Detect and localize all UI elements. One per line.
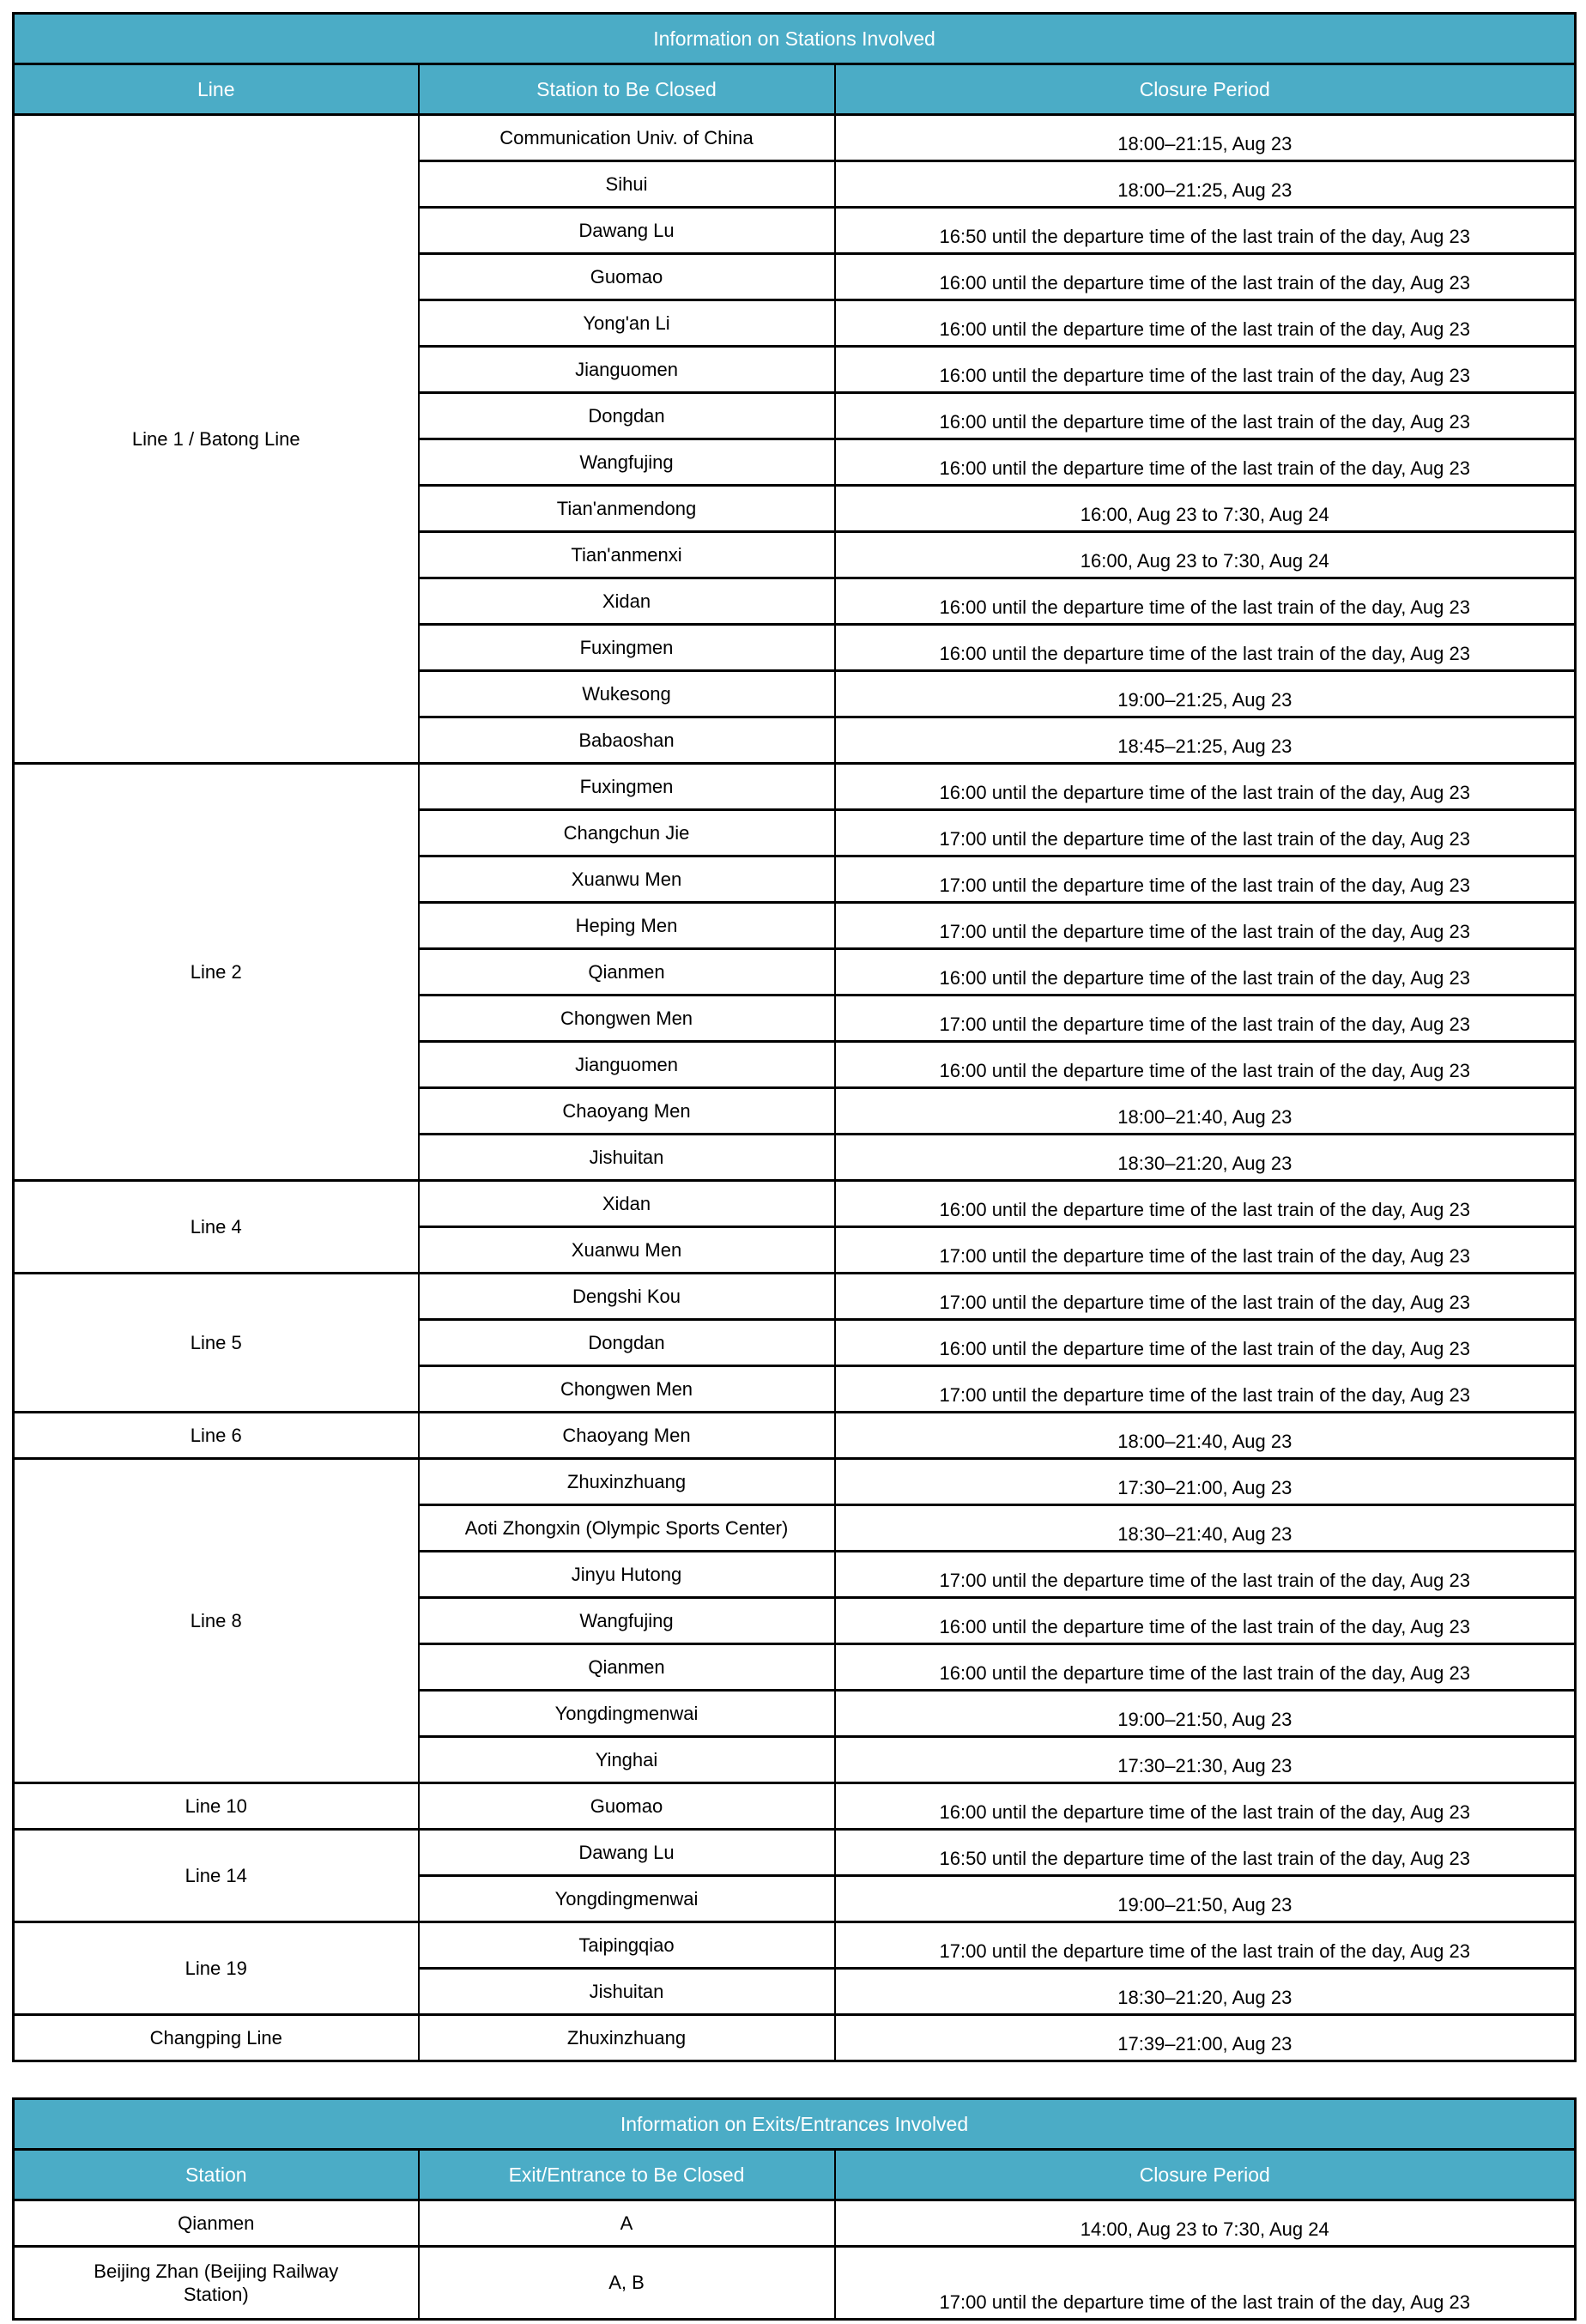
station-name-cell: Chaoyang Men <box>419 1088 835 1135</box>
station-name-cell: Jianguomen <box>419 347 835 393</box>
exits-table-title-row <box>14 2099 1576 2150</box>
station-name-cell: Babaoshan <box>419 717 835 764</box>
station-name-cell: Jianguomen <box>419 1042 835 1088</box>
exit-entrance-cell: A, B <box>419 2247 835 2320</box>
closure-period-cell: 18:45–21:25, Aug 23 <box>835 717 1576 764</box>
station-name-cell: Jinyu Hutong <box>419 1552 835 1598</box>
closure-period-cell: 16:00 until the departure time of the last train of the day, Aug 23 <box>835 578 1576 625</box>
closure-period-cell: 18:00–21:40, Aug 23 <box>835 1088 1576 1135</box>
station-name-cell: Dawang Lu <box>419 208 835 254</box>
station-name-cell: Guomao <box>419 1783 835 1830</box>
station-name-cell: Xuanwu Men <box>419 1227 835 1274</box>
station-name-cell: Changchun Jie <box>419 810 835 856</box>
column-header-station-to-be-closed: Station to Be Closed <box>419 64 835 115</box>
station-name-cell: Chaoyang Men <box>419 1413 835 1459</box>
closure-period-cell: 17:00 until the departure time of the last train of the day, Aug 23 <box>835 856 1576 903</box>
closure-period-cell: 16:50 until the departure time of the last train of the day, Aug 23 <box>835 208 1576 254</box>
exit-station-cell: Beijing Zhan (Beijing Railway Station) <box>14 2247 419 2320</box>
column-header-station: Station <box>14 2150 419 2200</box>
closure-period-cell: 16:00 until the departure time of the last train of the day, Aug 23 <box>835 1644 1576 1691</box>
closure-period-cell: 19:00–21:50, Aug 23 <box>835 1876 1576 1922</box>
station-row <box>14 1181 1576 1227</box>
closure-period-cell: 16:00, Aug 23 to 7:30, Aug 24 <box>835 486 1576 532</box>
stations-table-body <box>14 115 1576 2061</box>
closure-period-cell: 18:30–21:40, Aug 23 <box>835 1505 1576 1552</box>
closure-period-cell: 16:00 until the departure time of the last train of the day, Aug 23 <box>835 1042 1576 1088</box>
closure-period-cell: 18:00–21:15, Aug 23 <box>835 115 1576 161</box>
closure-period-cell: 18:00–21:40, Aug 23 <box>835 1413 1576 1459</box>
exits-table-title: Information on Exits/Entrances Involved <box>14 2099 1576 2150</box>
closure-period-cell: 18:30–21:20, Aug 23 <box>835 1969 1576 2015</box>
station-row <box>14 1830 1576 1876</box>
station-name-cell: Qianmen <box>419 1644 835 1691</box>
closure-period-cell: 16:50 until the departure time of the last train of the day, Aug 23 <box>835 1830 1576 1876</box>
closure-period-cell: 18:00–21:25, Aug 23 <box>835 161 1576 208</box>
closure-period-cell: 16:00 until the departure time of the last train of the day, Aug 23 <box>835 1598 1576 1644</box>
line-name-cell: Line 14 <box>14 1830 419 1922</box>
station-name-cell: Dongdan <box>419 393 835 439</box>
station-row <box>14 1922 1576 1969</box>
station-row <box>14 115 1576 161</box>
closure-period-cell: 16:00 until the departure time of the last train of the day, Aug 23 <box>835 300 1576 347</box>
station-name-cell: Jishuitan <box>419 1135 835 1181</box>
line-name-cell: Line 6 <box>14 1413 419 1459</box>
station-name-cell: Tian'anmenxi <box>419 532 835 578</box>
station-name-cell: Dawang Lu <box>419 1830 835 1876</box>
closure-period-cell: 16:00 until the departure time of the last train of the day, Aug 23 <box>835 1783 1576 1830</box>
station-row <box>14 1783 1576 1830</box>
station-name-cell: Wangfujing <box>419 439 835 486</box>
closure-period-cell: 17:00 until the departure time of the last train of the day, Aug 23 <box>835 1552 1576 1598</box>
closure-period-cell: 17:00 until the departure time of the last train of the day, Aug 23 <box>835 1227 1576 1274</box>
closure-period-cell: 16:00 until the departure time of the last train of the day, Aug 23 <box>835 439 1576 486</box>
station-name-cell: Communication Univ. of China <box>419 115 835 161</box>
station-name-cell: Yongdingmenwai <box>419 1876 835 1922</box>
closure-period-cell: 16:00 until the departure time of the last train of the day, Aug 23 <box>835 347 1576 393</box>
stations-table-header-row <box>14 64 1576 115</box>
line-name-cell: Line 1 / Batong Line <box>14 115 419 764</box>
station-name-cell: Sihui <box>419 161 835 208</box>
station-name-cell: Chongwen Men <box>419 996 835 1042</box>
stations-table-title: Information on Stations Involved <box>14 14 1576 64</box>
line-name-cell: Changping Line <box>14 2015 419 2061</box>
station-name-cell: Fuxingmen <box>419 764 835 810</box>
stations-table-title-row <box>14 14 1576 64</box>
stations-table-head <box>14 14 1576 115</box>
closure-period-cell: 19:00–21:25, Aug 23 <box>835 671 1576 717</box>
closure-period-cell: 17:00 until the departure time of the last train of the day, Aug 23 <box>835 1366 1576 1413</box>
exit-closure-period-cell: 17:00 until the departure time of the last train of the day, Aug 23 <box>835 2247 1576 2320</box>
station-name-cell: Zhuxinzhuang <box>419 2015 835 2061</box>
line-name-cell: Line 8 <box>14 1459 419 1783</box>
station-name-cell: Dongdan <box>419 1320 835 1366</box>
closure-period-cell: 16:00 until the departure time of the last train of the day, Aug 23 <box>835 254 1576 300</box>
closure-period-cell: 17:30–21:00, Aug 23 <box>835 1459 1576 1505</box>
exit-entrance-cell: A <box>419 2200 835 2247</box>
exit-closure-period-cell: 14:00, Aug 23 to 7:30, Aug 24 <box>835 2200 1576 2247</box>
station-row <box>14 1413 1576 1459</box>
station-name-cell: Xuanwu Men <box>419 856 835 903</box>
exit-row <box>14 2247 1576 2320</box>
closure-period-cell: 16:00 until the departure time of the last train of the day, Aug 23 <box>835 1181 1576 1227</box>
station-name-cell: Fuxingmen <box>419 625 835 671</box>
station-name-cell: Xidan <box>419 578 835 625</box>
exits-table <box>12 2097 1577 2321</box>
station-name-cell: Yong'an Li <box>419 300 835 347</box>
closure-period-cell: 16:00 until the departure time of the last train of the day, Aug 23 <box>835 949 1576 996</box>
exits-table-head <box>14 2099 1576 2200</box>
column-header-exit-entrance: Exit/Entrance to Be Closed <box>419 2150 835 2200</box>
station-row <box>14 1459 1576 1505</box>
station-name-cell: Xidan <box>419 1181 835 1227</box>
line-name-cell: Line 5 <box>14 1274 419 1413</box>
station-name-cell: Qianmen <box>419 949 835 996</box>
closure-period-cell: 19:00–21:50, Aug 23 <box>835 1691 1576 1737</box>
closure-period-cell: 17:00 until the departure time of the last train of the day, Aug 23 <box>835 1922 1576 1969</box>
closure-period-cell: 16:00 until the departure time of the last train of the day, Aug 23 <box>835 1320 1576 1366</box>
exit-row <box>14 2200 1576 2247</box>
closure-period-cell: 17:30–21:30, Aug 23 <box>835 1737 1576 1783</box>
station-name-cell: Taipingqiao <box>419 1922 835 1969</box>
closure-period-cell: 17:00 until the departure time of the last train of the day, Aug 23 <box>835 996 1576 1042</box>
exits-table-header-row <box>14 2150 1576 2200</box>
line-name-cell: Line 10 <box>14 1783 419 1830</box>
exits-table-body <box>14 2200 1576 2320</box>
closure-period-cell: 17:00 until the departure time of the last train of the day, Aug 23 <box>835 1274 1576 1320</box>
closure-period-cell: 17:00 until the departure time of the last train of the day, Aug 23 <box>835 810 1576 856</box>
column-header-line: Line <box>14 64 419 115</box>
station-name-cell: Aoti Zhongxin (Olympic Sports Center) <box>419 1505 835 1552</box>
exit-station-cell: Qianmen <box>14 2200 419 2247</box>
closure-period-cell: 18:30–21:20, Aug 23 <box>835 1135 1576 1181</box>
station-name-cell: Jishuitan <box>419 1969 835 2015</box>
station-name-cell: Chongwen Men <box>419 1366 835 1413</box>
closure-period-cell: 17:00 until the departure time of the last train of the day, Aug 23 <box>835 903 1576 949</box>
closure-period-cell: 17:39–21:00, Aug 23 <box>835 2015 1576 2061</box>
station-name-cell: Guomao <box>419 254 835 300</box>
column-header-closure-period: Closure Period <box>835 64 1576 115</box>
closure-period-cell: 16:00 until the departure time of the last train of the day, Aug 23 <box>835 625 1576 671</box>
station-name-cell: Dengshi Kou <box>419 1274 835 1320</box>
column-header-exits-closure-period: Closure Period <box>835 2150 1576 2200</box>
station-name-cell: Zhuxinzhuang <box>419 1459 835 1505</box>
station-name-cell: Yongdingmenwai <box>419 1691 835 1737</box>
station-name-cell: Wangfujing <box>419 1598 835 1644</box>
closure-period-cell: 16:00 until the departure time of the last train of the day, Aug 23 <box>835 393 1576 439</box>
line-name-cell: Line 4 <box>14 1181 419 1274</box>
closure-period-cell: 16:00 until the departure time of the last train of the day, Aug 23 <box>835 764 1576 810</box>
station-name-cell: Wukesong <box>419 671 835 717</box>
line-name-cell: Line 2 <box>14 764 419 1181</box>
station-row <box>14 764 1576 810</box>
station-row <box>14 2015 1576 2061</box>
closure-period-cell: 16:00, Aug 23 to 7:30, Aug 24 <box>835 532 1576 578</box>
station-name-cell: Heping Men <box>419 903 835 949</box>
station-row <box>14 1274 1576 1320</box>
station-name-cell: Tian'anmendong <box>419 486 835 532</box>
station-name-cell: Yinghai <box>419 1737 835 1783</box>
stations-table <box>12 12 1577 2062</box>
line-name-cell: Line 19 <box>14 1922 419 2015</box>
